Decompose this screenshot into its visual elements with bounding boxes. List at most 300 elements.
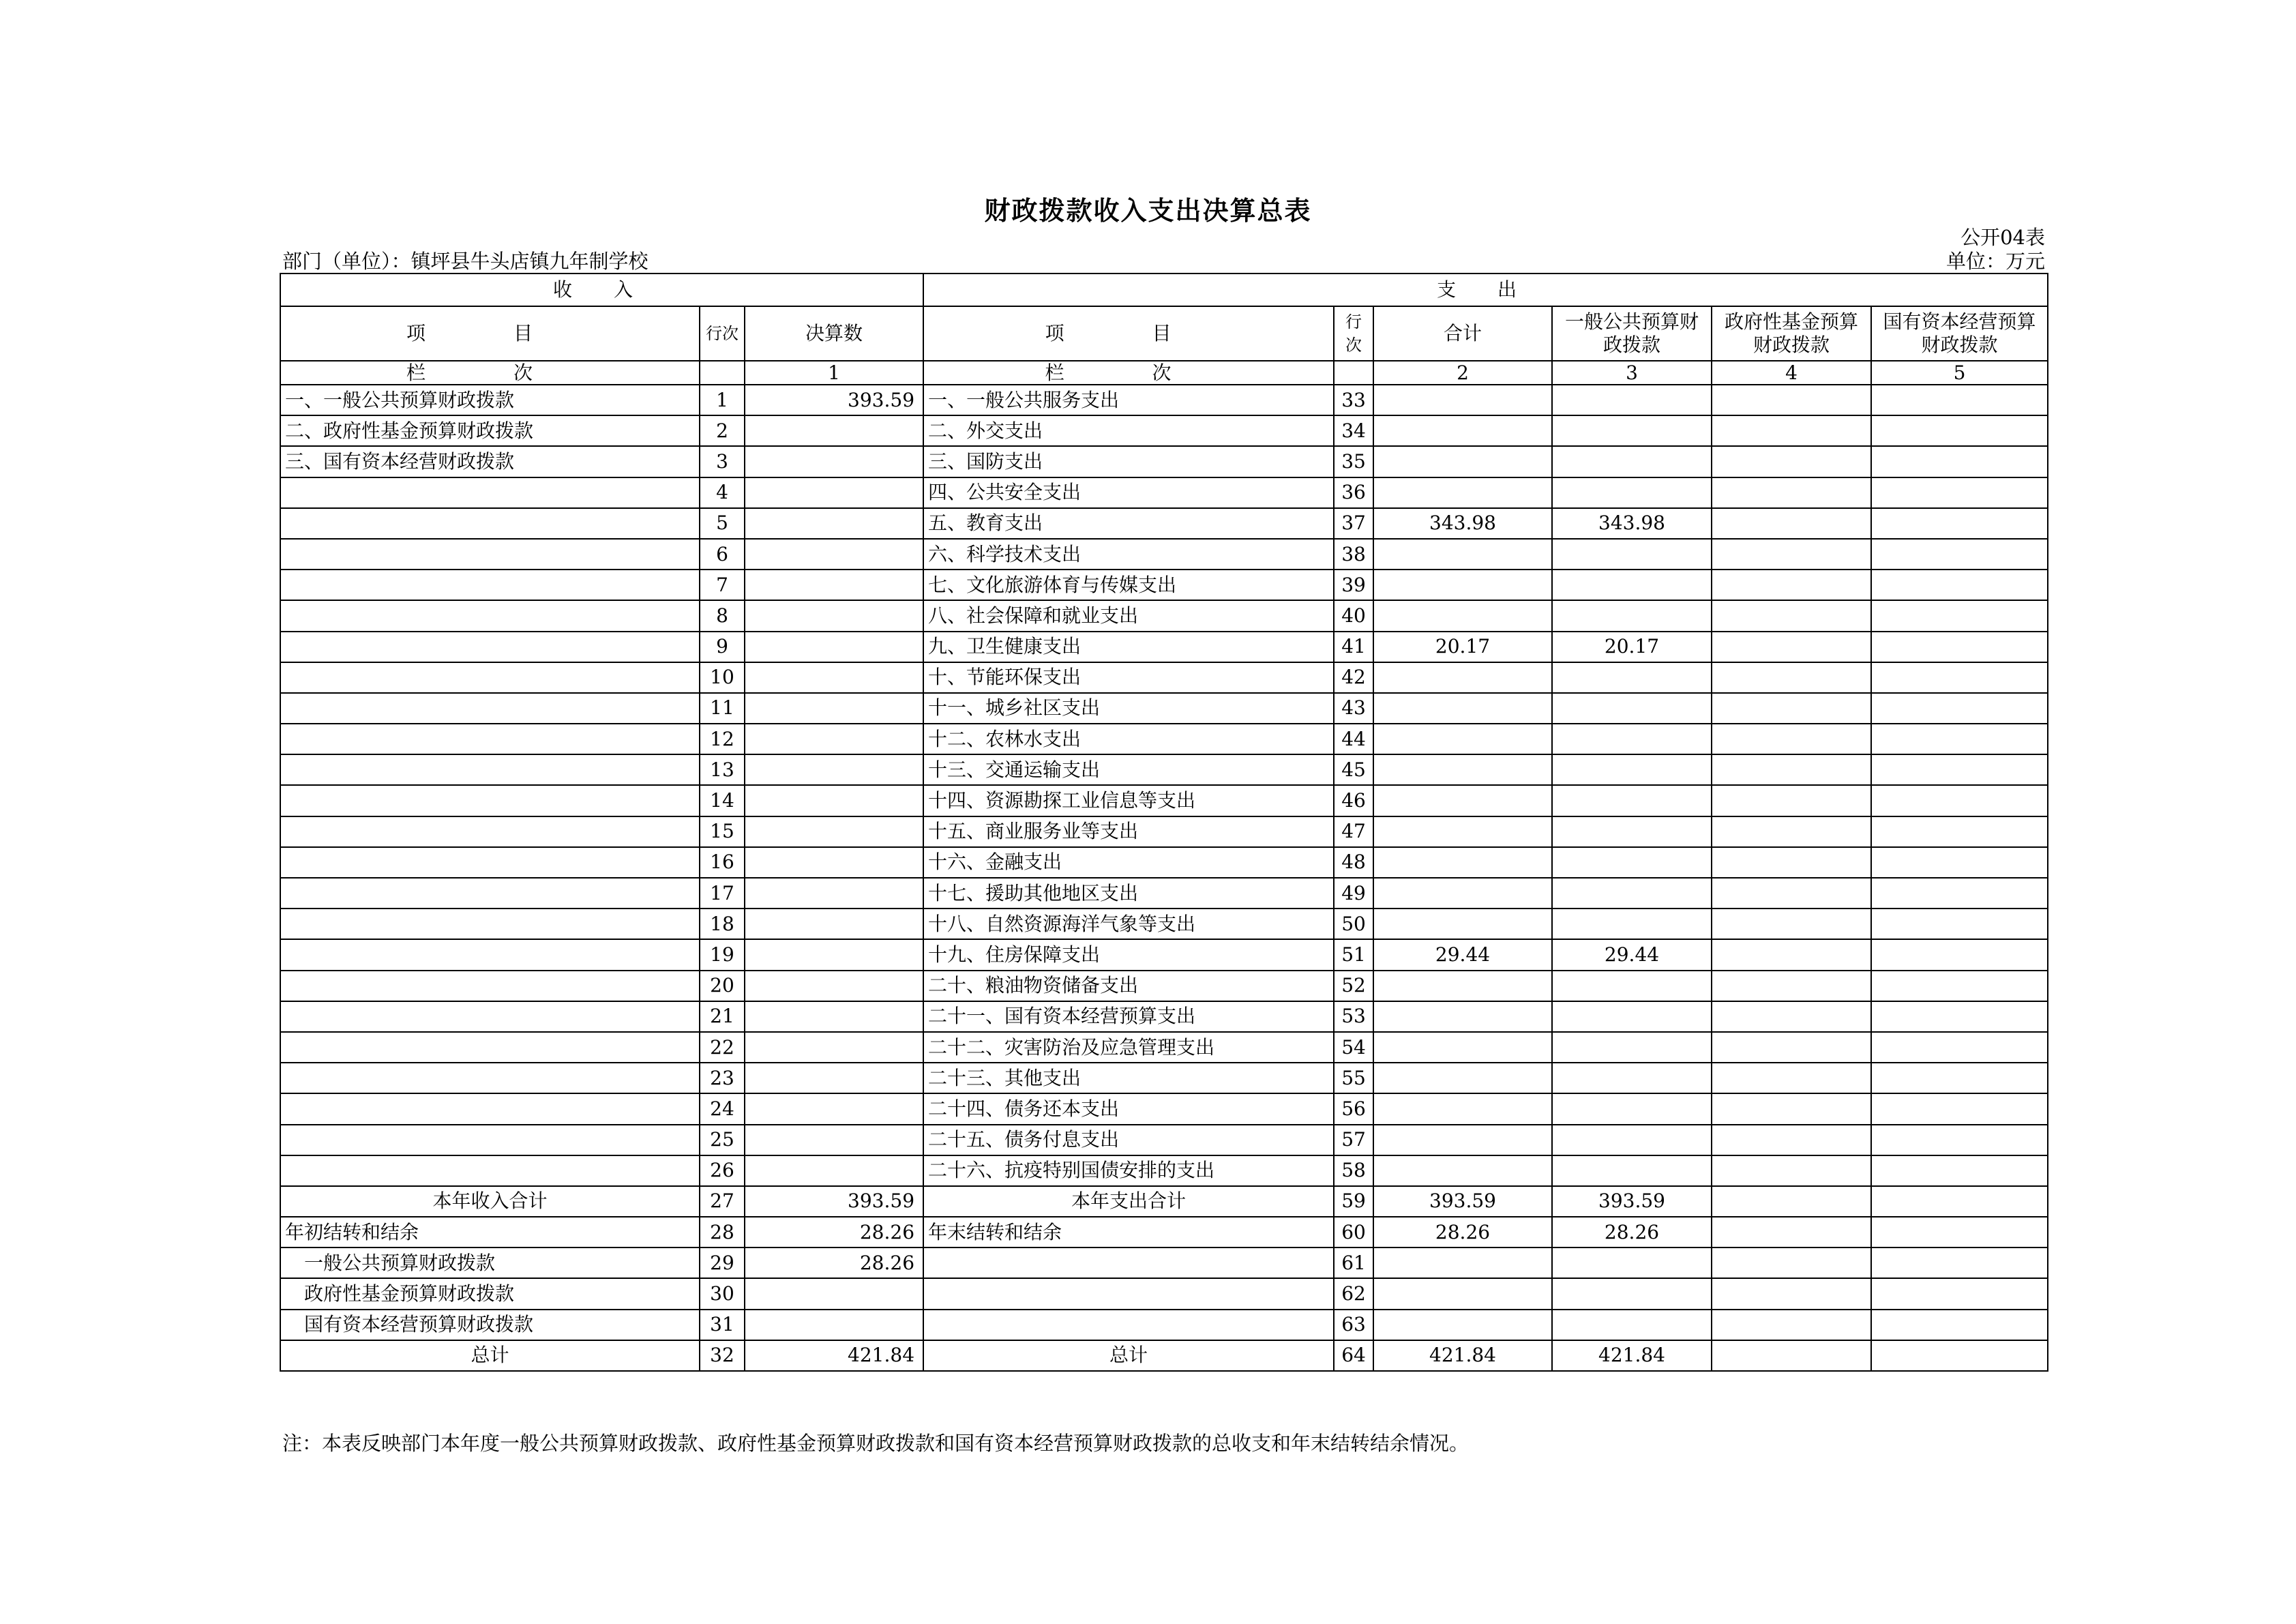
state-capital-cell bbox=[1871, 446, 2048, 477]
income-item-cell: 年初结转和结余 bbox=[280, 1217, 700, 1247]
total-cell: 28.26 bbox=[1373, 1217, 1552, 1247]
state-capital-cell bbox=[1871, 1217, 2048, 1247]
general-budget-cell bbox=[1552, 878, 1712, 909]
total-cell bbox=[1373, 754, 1552, 785]
unit-label: 单位：万元 bbox=[1945, 250, 2045, 273]
general-budget-cell bbox=[1552, 415, 1712, 446]
total-cell bbox=[1373, 1001, 1552, 1032]
gov-fund-cell bbox=[1712, 1125, 1871, 1155]
gov-fund-cell bbox=[1712, 570, 1871, 600]
gov-fund-cell bbox=[1712, 446, 1871, 477]
department-label: 部门（单位）：镇坪县牛头店镇九年制学校 bbox=[282, 250, 648, 273]
gov-fund-cell bbox=[1712, 724, 1871, 754]
final-amount-cell bbox=[745, 909, 923, 939]
gov-fund-cell bbox=[1712, 1310, 1871, 1340]
column-number: 5 bbox=[1871, 361, 2048, 385]
table-row bbox=[280, 662, 2048, 693]
general-budget-cell: 421.84 bbox=[1552, 1340, 1712, 1371]
expense-item-cell: 十六、金融支出 bbox=[923, 847, 1334, 878]
column-number: 3 bbox=[1552, 361, 1712, 385]
total-cell bbox=[1373, 1155, 1552, 1186]
gov-fund-cell bbox=[1712, 847, 1871, 878]
table-row bbox=[280, 508, 2048, 539]
income-item-cell bbox=[280, 878, 700, 909]
total-cell bbox=[1373, 816, 1552, 847]
grand-total-row bbox=[280, 1340, 2048, 1371]
total-cell bbox=[1373, 662, 1552, 693]
expense-item-cell: 十二、农林水支出 bbox=[923, 724, 1334, 754]
income-item-cell bbox=[280, 939, 700, 970]
expense-item-cell: 一、一般公共服务支出 bbox=[923, 385, 1334, 415]
general-budget-cell bbox=[1552, 1125, 1712, 1155]
expense-row-no-cell: 33 bbox=[1334, 385, 1373, 415]
table-row bbox=[280, 415, 2048, 446]
general-budget-cell bbox=[1552, 477, 1712, 508]
gov-fund-cell bbox=[1712, 1247, 1871, 1278]
income-row-no-cell: 17 bbox=[700, 878, 745, 909]
fiscal-summary-table bbox=[280, 273, 2048, 1372]
expense-item-cell: 四、公共安全支出 bbox=[923, 477, 1334, 508]
expense-item-cell: 二十、粮油物资储备支出 bbox=[923, 971, 1334, 1001]
general-budget-cell bbox=[1552, 1093, 1712, 1124]
expense-item-cell: 十五、商业服务业等支出 bbox=[923, 816, 1334, 847]
income-row-no-cell: 21 bbox=[700, 1001, 745, 1032]
gov-fund-header: 政府性基金预算财政拨款 bbox=[1712, 306, 1871, 361]
expense-item-cell: 二十五、债务付息支出 bbox=[923, 1125, 1334, 1155]
income-item-cell: 二、政府性基金预算财政拨款 bbox=[280, 415, 700, 446]
final-amount-cell bbox=[745, 415, 923, 446]
expense-section-header: 支 出 bbox=[923, 274, 2048, 306]
expense-item-cell: 六、科学技术支出 bbox=[923, 539, 1334, 570]
state-capital-cell bbox=[1871, 939, 2048, 970]
final-amount-cell: 28.26 bbox=[745, 1247, 923, 1278]
state-capital-cell bbox=[1871, 662, 2048, 693]
gov-fund-cell bbox=[1712, 1217, 1871, 1247]
expense-row-no-cell: 50 bbox=[1334, 909, 1373, 939]
income-row-no-cell: 2 bbox=[700, 415, 745, 446]
general-budget-cell: 393.59 bbox=[1552, 1186, 1712, 1217]
general-budget-cell bbox=[1552, 816, 1712, 847]
table-row bbox=[280, 446, 2048, 477]
final-amount-cell bbox=[745, 446, 923, 477]
state-capital-cell bbox=[1871, 600, 2048, 631]
gov-fund-cell bbox=[1712, 1278, 1871, 1309]
general-budget-cell bbox=[1552, 847, 1712, 878]
expense-item-cell bbox=[923, 1310, 1334, 1340]
total-cell bbox=[1373, 415, 1552, 446]
income-item-cell bbox=[280, 1001, 700, 1032]
final-amount-cell bbox=[745, 1063, 923, 1093]
gov-fund-cell bbox=[1712, 477, 1871, 508]
state-capital-header: 国有资本经营预算财政拨款 bbox=[1871, 306, 2048, 361]
total-cell bbox=[1373, 1063, 1552, 1093]
expense-row-no-cell: 49 bbox=[1334, 878, 1373, 909]
gov-fund-cell bbox=[1712, 385, 1871, 415]
income-item-cell bbox=[280, 1155, 700, 1186]
total-cell bbox=[1373, 1032, 1552, 1063]
carryover-row bbox=[280, 1310, 2048, 1340]
gov-fund-cell bbox=[1712, 508, 1871, 539]
final-amount-cell bbox=[745, 508, 923, 539]
income-item-cell: 一、一般公共预算财政拨款 bbox=[280, 385, 700, 415]
total-cell bbox=[1373, 446, 1552, 477]
final-amount-cell bbox=[745, 1032, 923, 1063]
state-capital-cell bbox=[1871, 1125, 2048, 1155]
final-amount-cell bbox=[745, 632, 923, 662]
final-amount-cell bbox=[745, 662, 923, 693]
final-amount-cell bbox=[745, 539, 923, 570]
expense-item-cell bbox=[923, 1278, 1334, 1309]
total-cell bbox=[1373, 847, 1552, 878]
table-row bbox=[280, 539, 2048, 570]
state-capital-cell bbox=[1871, 632, 2048, 662]
column-number: 2 bbox=[1373, 361, 1552, 385]
column-number: 4 bbox=[1712, 361, 1871, 385]
income-item-cell bbox=[280, 693, 700, 724]
table-row bbox=[280, 1155, 2048, 1186]
income-item-cell: 国有资本经营预算财政拨款 bbox=[280, 1310, 700, 1340]
total-cell bbox=[1373, 971, 1552, 1001]
expense-item-cell: 年末结转和结余 bbox=[923, 1217, 1334, 1247]
state-capital-cell bbox=[1871, 385, 2048, 415]
state-capital-cell bbox=[1871, 847, 2048, 878]
state-capital-cell bbox=[1871, 508, 2048, 539]
table-row bbox=[280, 939, 2048, 970]
income-item-cell bbox=[280, 785, 700, 816]
total-cell bbox=[1373, 724, 1552, 754]
income-item-cell bbox=[280, 662, 700, 693]
income-item-cell bbox=[280, 971, 700, 1001]
general-budget-cell bbox=[1552, 662, 1712, 693]
final-amount-cell bbox=[745, 1001, 923, 1032]
income-item-cell: 一般公共预算财政拨款 bbox=[280, 1247, 700, 1278]
expense-row-no-header: 行次 bbox=[1334, 306, 1373, 361]
page-title: 财政拨款收入支出决算总表 bbox=[984, 195, 1312, 226]
state-capital-cell bbox=[1871, 971, 2048, 1001]
income-row-no-cell: 1 bbox=[700, 385, 745, 415]
expense-row-no-cell: 57 bbox=[1334, 1125, 1373, 1155]
table-row bbox=[280, 1001, 2048, 1032]
final-amount-cell bbox=[745, 600, 923, 631]
income-row-no-cell: 9 bbox=[700, 632, 745, 662]
state-capital-cell bbox=[1871, 878, 2048, 909]
income-row-no-cell: 16 bbox=[700, 847, 745, 878]
income-item-cell bbox=[280, 909, 700, 939]
expense-item-cell: 二、外交支出 bbox=[923, 415, 1334, 446]
state-capital-cell bbox=[1871, 1155, 2048, 1186]
column-number: 1 bbox=[745, 361, 923, 385]
final-amount-cell bbox=[745, 1093, 923, 1124]
expense-item-cell: 十四、资源勘探工业信息等支出 bbox=[923, 785, 1334, 816]
expense-row-no-cell: 62 bbox=[1334, 1278, 1373, 1309]
empty-cell bbox=[1334, 361, 1373, 385]
final-amount-cell bbox=[745, 477, 923, 508]
expense-item-cell: 二十六、抗疫特别国债安排的支出 bbox=[923, 1155, 1334, 1186]
expense-row-no-cell: 36 bbox=[1334, 477, 1373, 508]
state-capital-cell bbox=[1871, 754, 2048, 785]
total-cell bbox=[1373, 1093, 1552, 1124]
expense-row-no-cell: 61 bbox=[1334, 1247, 1373, 1278]
expense-row-no-cell: 38 bbox=[1334, 539, 1373, 570]
gov-fund-cell bbox=[1712, 600, 1871, 631]
general-budget-cell bbox=[1552, 724, 1712, 754]
state-capital-cell bbox=[1871, 1278, 2048, 1309]
state-capital-cell bbox=[1871, 415, 2048, 446]
expense-item-cell: 十三、交通运输支出 bbox=[923, 754, 1334, 785]
expense-item-header: 项 目 bbox=[923, 306, 1334, 361]
state-capital-cell bbox=[1871, 477, 2048, 508]
table-row bbox=[280, 600, 2048, 631]
expense-item-cell: 七、文化旅游体育与传媒支出 bbox=[923, 570, 1334, 600]
total-header: 合计 bbox=[1373, 306, 1552, 361]
table-row bbox=[280, 878, 2048, 909]
total-cell: 393.59 bbox=[1373, 1186, 1552, 1217]
expense-row-no-cell: 48 bbox=[1334, 847, 1373, 878]
gov-fund-cell bbox=[1712, 539, 1871, 570]
expense-item-cell: 二十三、其他支出 bbox=[923, 1063, 1334, 1093]
gov-fund-cell bbox=[1712, 1001, 1871, 1032]
general-budget-cell bbox=[1552, 1001, 1712, 1032]
total-cell bbox=[1373, 477, 1552, 508]
table-row bbox=[280, 385, 2048, 415]
gov-fund-cell bbox=[1712, 662, 1871, 693]
income-item-cell bbox=[280, 847, 700, 878]
final-amount-cell bbox=[745, 847, 923, 878]
total-cell: 343.98 bbox=[1373, 508, 1552, 539]
income-row-no-cell: 10 bbox=[700, 662, 745, 693]
income-item-cell bbox=[280, 477, 700, 508]
income-row-no-cell: 24 bbox=[700, 1093, 745, 1124]
gov-fund-cell bbox=[1712, 415, 1871, 446]
general-budget-cell: 343.98 bbox=[1552, 508, 1712, 539]
expense-row-no-cell: 34 bbox=[1334, 415, 1373, 446]
final-amount-cell: 393.59 bbox=[745, 1186, 923, 1217]
income-row-no-cell: 26 bbox=[700, 1155, 745, 1186]
income-item-cell bbox=[280, 632, 700, 662]
gov-fund-cell bbox=[1712, 1155, 1871, 1186]
table-row bbox=[280, 971, 2048, 1001]
expense-item-cell: 五、教育支出 bbox=[923, 508, 1334, 539]
table-row bbox=[280, 693, 2048, 724]
final-amount-cell: 28.26 bbox=[745, 1217, 923, 1247]
income-item-cell: 本年收入合计 bbox=[280, 1186, 700, 1217]
expense-row-no-cell: 41 bbox=[1334, 632, 1373, 662]
total-cell bbox=[1373, 1278, 1552, 1309]
table-row bbox=[280, 477, 2048, 508]
income-column-label: 栏 次 bbox=[280, 361, 700, 385]
expense-item-cell: 二十一、国有资本经营预算支出 bbox=[923, 1001, 1334, 1032]
income-row-no-cell: 6 bbox=[700, 539, 745, 570]
expense-item-cell: 十一、城乡社区支出 bbox=[923, 693, 1334, 724]
final-amount-cell bbox=[745, 570, 923, 600]
form-code: 公开04表 bbox=[1960, 226, 2045, 249]
expense-row-no-cell: 51 bbox=[1334, 939, 1373, 970]
expense-item-cell: 十七、援助其他地区支出 bbox=[923, 878, 1334, 909]
final-amount-cell: 421.84 bbox=[745, 1340, 923, 1371]
state-capital-cell bbox=[1871, 1063, 2048, 1093]
carryover-row bbox=[280, 1217, 2048, 1247]
final-amount-cell bbox=[745, 693, 923, 724]
table-row bbox=[280, 785, 2048, 816]
gov-fund-cell bbox=[1712, 693, 1871, 724]
gov-fund-cell bbox=[1712, 939, 1871, 970]
final-amount-cell bbox=[745, 1278, 923, 1309]
final-amount-cell bbox=[745, 1155, 923, 1186]
expense-row-no-cell: 42 bbox=[1334, 662, 1373, 693]
gov-fund-cell bbox=[1712, 1093, 1871, 1124]
state-capital-cell bbox=[1871, 1247, 2048, 1278]
expense-row-no-cell: 60 bbox=[1334, 1217, 1373, 1247]
expense-item-cell: 本年支出合计 bbox=[923, 1186, 1334, 1217]
total-cell bbox=[1373, 570, 1552, 600]
general-budget-cell: 28.26 bbox=[1552, 1217, 1712, 1247]
general-budget-header: 一般公共预算财政拨款 bbox=[1552, 306, 1712, 361]
final-amount-cell: 393.59 bbox=[745, 385, 923, 415]
income-row-no-cell: 31 bbox=[700, 1310, 745, 1340]
income-item-cell bbox=[280, 600, 700, 631]
gov-fund-cell bbox=[1712, 1063, 1871, 1093]
expense-item-cell: 二十四、债务还本支出 bbox=[923, 1093, 1334, 1124]
carryover-row bbox=[280, 1247, 2048, 1278]
income-item-cell: 总计 bbox=[280, 1340, 700, 1371]
total-cell bbox=[1373, 878, 1552, 909]
expense-row-no-cell: 59 bbox=[1334, 1186, 1373, 1217]
gov-fund-cell bbox=[1712, 878, 1871, 909]
expense-row-no-cell: 44 bbox=[1334, 724, 1373, 754]
general-budget-cell bbox=[1552, 909, 1712, 939]
gov-fund-cell bbox=[1712, 785, 1871, 816]
income-item-cell bbox=[280, 570, 700, 600]
state-capital-cell bbox=[1871, 1340, 2048, 1371]
final-amount-cell bbox=[745, 724, 923, 754]
income-row-no-cell: 23 bbox=[700, 1063, 745, 1093]
income-item-cell bbox=[280, 816, 700, 847]
income-item-cell bbox=[280, 1093, 700, 1124]
expense-item-cell: 八、社会保障和就业支出 bbox=[923, 600, 1334, 631]
expense-row-no-cell: 47 bbox=[1334, 816, 1373, 847]
expense-item-cell: 十、节能环保支出 bbox=[923, 662, 1334, 693]
income-row-no-cell: 18 bbox=[700, 909, 745, 939]
gov-fund-cell bbox=[1712, 971, 1871, 1001]
state-capital-cell bbox=[1871, 1186, 2048, 1217]
expense-row-no-cell: 56 bbox=[1334, 1093, 1373, 1124]
state-capital-cell bbox=[1871, 785, 2048, 816]
total-cell bbox=[1373, 600, 1552, 631]
income-row-no-cell: 22 bbox=[700, 1032, 745, 1063]
expense-row-no-cell: 35 bbox=[1334, 446, 1373, 477]
expense-item-cell: 二十二、灾害防治及应急管理支出 bbox=[923, 1032, 1334, 1063]
income-row-no-cell: 27 bbox=[700, 1186, 745, 1217]
final-amount-cell bbox=[745, 754, 923, 785]
gov-fund-cell bbox=[1712, 632, 1871, 662]
expense-item-cell: 三、国防支出 bbox=[923, 446, 1334, 477]
final-amount-cell bbox=[745, 1125, 923, 1155]
final-amount-cell bbox=[745, 878, 923, 909]
final-amount-cell bbox=[745, 785, 923, 816]
table-row bbox=[280, 1125, 2048, 1155]
state-capital-cell bbox=[1871, 816, 2048, 847]
state-capital-cell bbox=[1871, 539, 2048, 570]
income-row-no-cell: 11 bbox=[700, 693, 745, 724]
expense-row-no-cell: 54 bbox=[1334, 1032, 1373, 1063]
state-capital-cell bbox=[1871, 1310, 2048, 1340]
total-cell bbox=[1373, 693, 1552, 724]
general-budget-cell bbox=[1552, 1310, 1712, 1340]
income-item-cell: 政府性基金预算财政拨款 bbox=[280, 1278, 700, 1309]
income-row-no-cell: 4 bbox=[700, 477, 745, 508]
gov-fund-cell bbox=[1712, 1032, 1871, 1063]
general-budget-cell bbox=[1552, 1247, 1712, 1278]
income-section-header: 收 入 bbox=[280, 274, 923, 306]
state-capital-cell bbox=[1871, 1001, 2048, 1032]
final-amount-cell bbox=[745, 1310, 923, 1340]
income-item-header: 项 目 bbox=[280, 306, 700, 361]
general-budget-cell bbox=[1552, 971, 1712, 1001]
final-amount-cell bbox=[745, 816, 923, 847]
empty-cell bbox=[700, 361, 745, 385]
gov-fund-cell bbox=[1712, 1186, 1871, 1217]
expense-row-no-cell: 40 bbox=[1334, 600, 1373, 631]
final-amount-header: 决算数 bbox=[745, 306, 923, 361]
income-item-cell: 三、国有资本经营财政拨款 bbox=[280, 446, 700, 477]
table-row bbox=[280, 632, 2048, 662]
general-budget-cell bbox=[1552, 539, 1712, 570]
expense-item-cell: 总计 bbox=[923, 1340, 1334, 1371]
table-row bbox=[280, 1063, 2048, 1093]
gov-fund-cell bbox=[1712, 816, 1871, 847]
total-cell bbox=[1373, 1310, 1552, 1340]
expense-item-cell bbox=[923, 1247, 1334, 1278]
income-row-no-cell: 14 bbox=[700, 785, 745, 816]
state-capital-cell bbox=[1871, 724, 2048, 754]
total-cell: 29.44 bbox=[1373, 939, 1552, 970]
expense-row-no-cell: 45 bbox=[1334, 754, 1373, 785]
income-row-no-cell: 5 bbox=[700, 508, 745, 539]
state-capital-cell bbox=[1871, 1032, 2048, 1063]
state-capital-cell bbox=[1871, 570, 2048, 600]
table-row bbox=[280, 909, 2048, 939]
total-cell bbox=[1373, 1125, 1552, 1155]
general-budget-cell bbox=[1552, 754, 1712, 785]
general-budget-cell bbox=[1552, 600, 1712, 631]
income-row-no-cell: 28 bbox=[700, 1217, 745, 1247]
total-cell: 421.84 bbox=[1373, 1340, 1552, 1371]
general-budget-cell bbox=[1552, 385, 1712, 415]
general-budget-cell bbox=[1552, 570, 1712, 600]
table-row bbox=[280, 816, 2048, 847]
total-cell: 20.17 bbox=[1373, 632, 1552, 662]
general-budget-cell: 20.17 bbox=[1552, 632, 1712, 662]
expense-row-no-cell: 43 bbox=[1334, 693, 1373, 724]
total-cell bbox=[1373, 385, 1552, 415]
table-row bbox=[280, 570, 2048, 600]
table-row bbox=[280, 847, 2048, 878]
total-cell bbox=[1373, 1247, 1552, 1278]
expense-row-no-cell: 46 bbox=[1334, 785, 1373, 816]
final-amount-cell bbox=[745, 939, 923, 970]
year-total-row bbox=[280, 1186, 2048, 1217]
expense-row-no-cell: 53 bbox=[1334, 1001, 1373, 1032]
table-row bbox=[280, 724, 2048, 754]
income-item-cell bbox=[280, 1063, 700, 1093]
expense-item-cell: 十八、自然资源海洋气象等支出 bbox=[923, 909, 1334, 939]
footnote: 注：本表反映部门本年度一般公共预算财政拨款、政府性基金预算财政拨款和国有资本经营预算财政拨款的总收支和年末结转结余情况。 bbox=[282, 1432, 1470, 1455]
table-row bbox=[280, 1032, 2048, 1063]
general-budget-cell bbox=[1552, 1063, 1712, 1093]
income-row-no-cell: 15 bbox=[700, 816, 745, 847]
general-budget-cell: 29.44 bbox=[1552, 939, 1712, 970]
general-budget-cell bbox=[1552, 785, 1712, 816]
